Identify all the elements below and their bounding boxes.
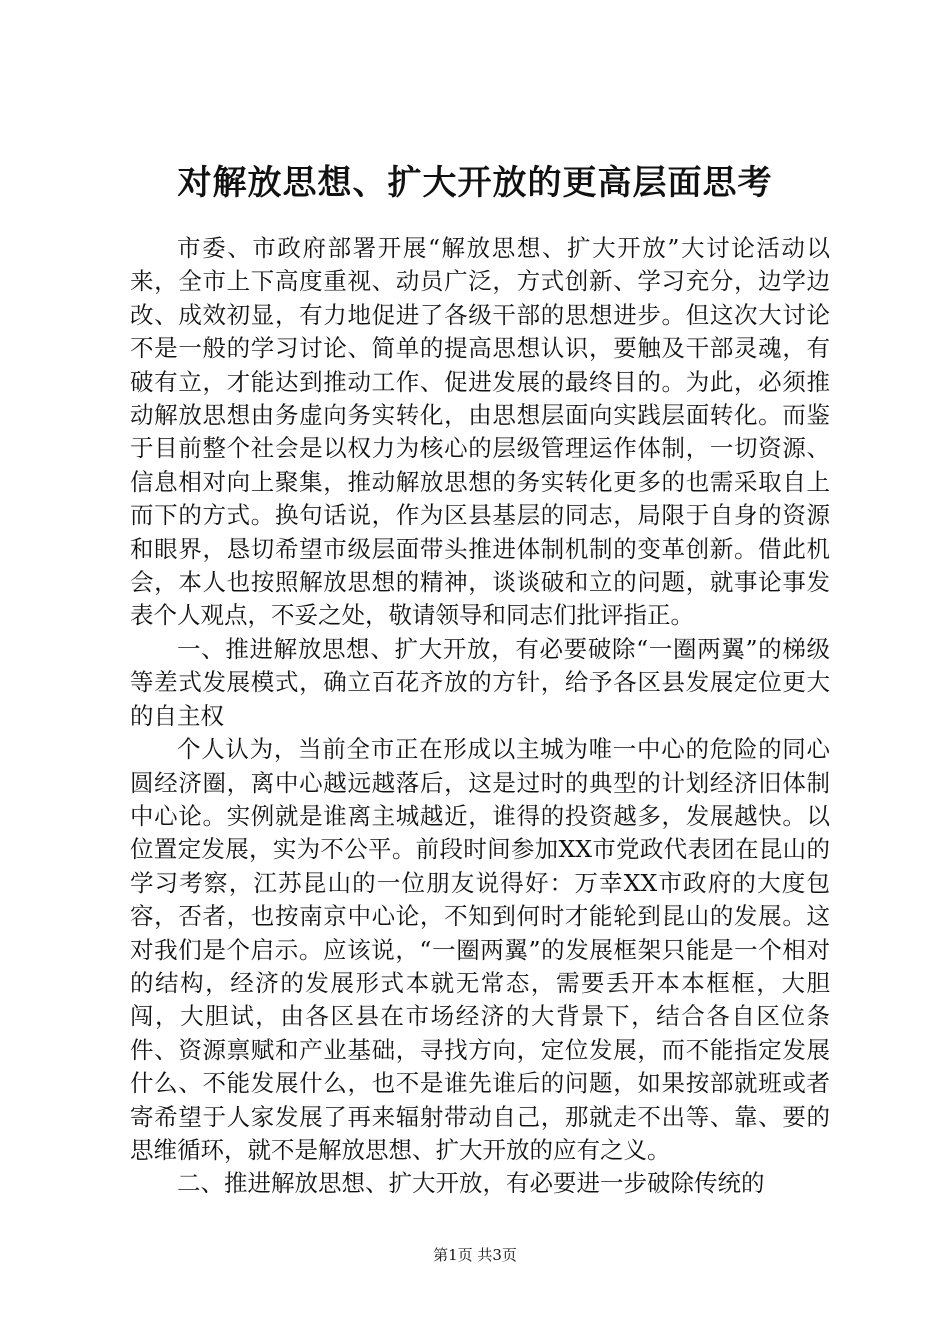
page-number-footer: 第1页 共3页 (433, 1246, 517, 1264)
paragraph-section-1-heading: 一、推进解放思想、扩大开放，有必要破除“一圈两翼”的梯级等差式发展模式，确立百花齐放的方针，给予各区县发展定位更大的自主权 (130, 634, 830, 730)
document-body (130, 232, 830, 1201)
paragraph-section-2-heading: 二、推进解放思想、扩大开放，有必要进一步破除传统的 (177, 1169, 765, 1198)
paragraph-section-1-body: 个人认为，当前全市正在形成以主城为唯一中心的危险的同心圆经济圈，离中心越远越落后，这是过时的典型的计划经济旧体制中心论。实例就是谁离主城越近，谁得的投资越多，发展越快。以位置定发展，实为不公平。前段时间参加XX市党政代表团在昆山的学习考察，江苏昆山的一位朋友说得好：万幸XX市政府的大度包容，否者，也按南京中心论，不知到何时才能轮到昆山的发展。这对我们是个启示。应该说，“一圈两翼”的发展框架只能是一个相对的结构，经济的发展形式本就无常态，需要丢开本本框框，大胆闯，大胆试，由各区县在市场经济的大背景下，结合各自区位条件、资源禀赋和产业基础，寻找方向，定位发展，而不能指定发展什么、不能发展什么，也不是谁先谁后的问题，如果按部就班或者寄希望于人家发展了再来辐射带动自己，那就走不出等、靠、要的思维循环，就不是解放思想、扩大开放的应有之义。 (130, 735, 830, 1164)
paragraph-intro: 市委、市政府部署开展“解放思想、扩大开放”大讨论活动以来，全市上下高度重视、动员广泛，方式创新、学习充分，边学边改、成效初显，有力地促进了各级干部的思想进步。但这次大讨论不是一般的学习讨论、简单的提高思想认识，要触及干部灵魂，有破有立，才能达到推动工作、促进发展的最终目的。为此，必须推动解放思想由务虚向务实转化，由思想层面向实践层面转化。而鉴于目前整个社会是以权力为核心的层级管理运作体制，一切资源、信息相对向上聚集，推动解放思想的务实转化更多的也需采取自上而下的方式。换句话说，作为区县基层的同志，局限于自身的资源和眼界，恳切希望市级层面带头推进体制机制的变革创新。借此机会，本人也按照解放思想的精神，谈谈破和立的问题，就事论事发表个人观点，不妥之处，敬请领导和同志们批评指正。 (130, 234, 830, 630)
document-title: 对解放思想、扩大开放的更高层面思考 (177, 163, 773, 203)
